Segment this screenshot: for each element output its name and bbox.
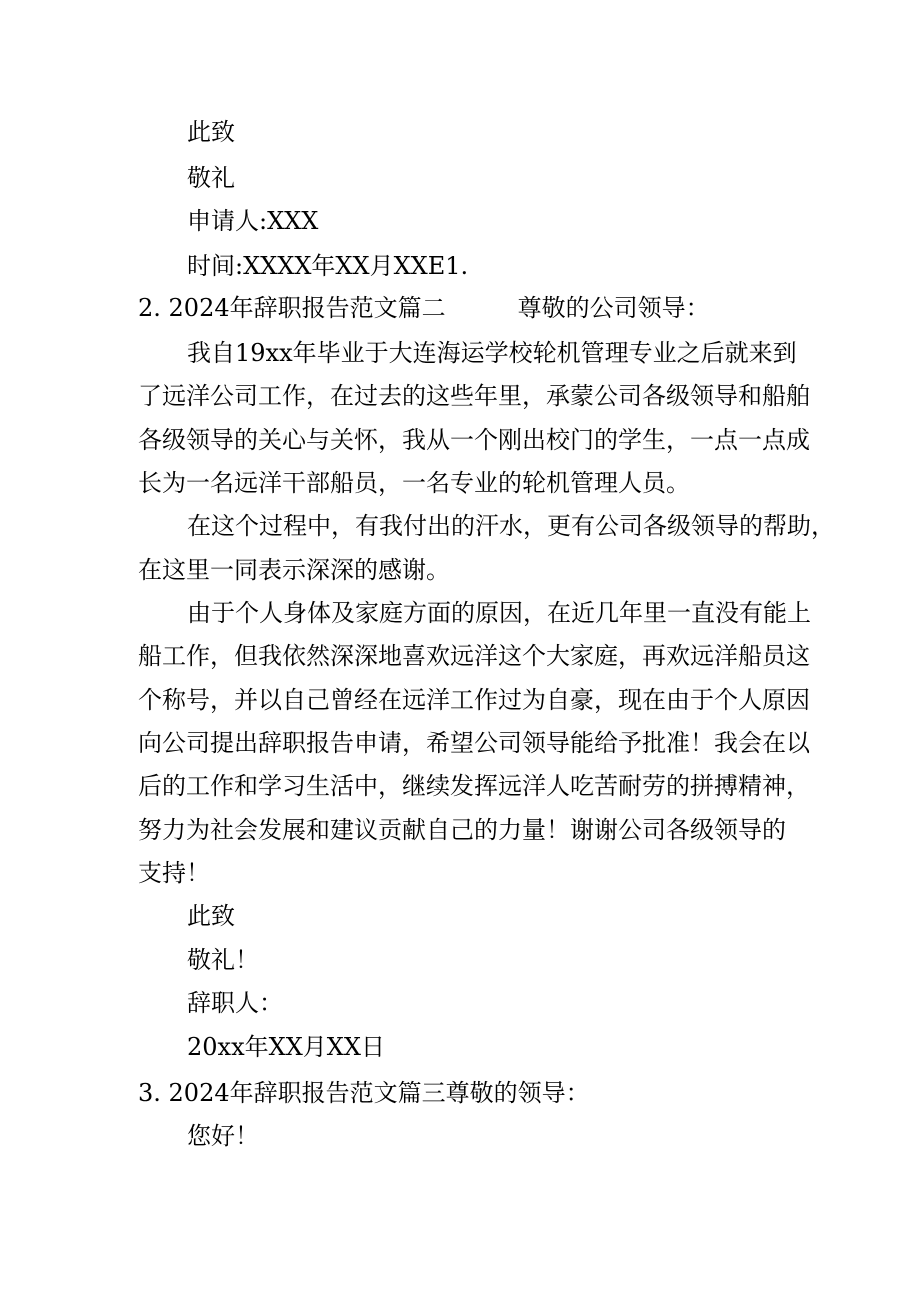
section-3-greeting: 您好！ bbox=[187, 1122, 259, 1150]
resigner-line: 辞职人： bbox=[187, 989, 283, 1017]
paragraph-3-line: 后的工作和学习生活中，继续发挥远洋人吃苦耐劳的拼搏精神， bbox=[138, 772, 810, 800]
paragraph-2-line: 在这里一同表示深深的感谢。 bbox=[138, 556, 450, 584]
paragraph-3-line: 船工作，但我依然深深地喜欢远洋这个大家庭，再欢远洋船员这 bbox=[138, 642, 810, 670]
closing-2-jing-li: 敬礼！ bbox=[187, 946, 259, 974]
section-2-heading: 2. 2024年辞职报告范文篇二 bbox=[138, 294, 446, 322]
paragraph-1-line: 长为一名远洋干部船员，一名专业的轮机管理人员。 bbox=[138, 469, 690, 497]
time-line: 时间:XXXX年XX月XXE1. bbox=[187, 252, 469, 280]
paragraph-1-line: 各级领导的关心与关怀，我从一个刚出校门的学生，一点一点成 bbox=[138, 426, 810, 454]
date-line: 20xx年XX月XX日 bbox=[187, 1033, 385, 1061]
paragraph-1-line: 我自19xx年毕业于大连海运学校轮机管理专业之后就来到 bbox=[187, 339, 797, 367]
closing-ci-zhi: 此致 bbox=[187, 118, 235, 146]
paragraph-1-line: 了远洋公司工作，在过去的这些年里，承蒙公司各级领导和船舶 bbox=[138, 382, 810, 410]
closing-2-ci-zhi: 此致 bbox=[187, 902, 235, 930]
section-3-heading: 3. 2024年辞职报告范文篇三尊敬的领导： bbox=[138, 1079, 590, 1107]
paragraph-3-line: 向公司提出辞职报告申请，希望公司领导能给予批准！我会在以 bbox=[138, 729, 810, 757]
section-2-salutation: 尊敬的公司领导： bbox=[517, 294, 710, 322]
paragraph-3-line: 由于个人身体及家庭方面的原因，在近几年里一直没有能上 bbox=[187, 599, 811, 627]
closing-jing-li: 敬礼 bbox=[187, 164, 235, 192]
section-2-heading-line bbox=[138, 293, 710, 323]
paragraph-2-line: 在这个过程中，有我付出的汗水，更有公司各级领导的帮助， bbox=[187, 512, 835, 540]
paragraph-3-line: 支持！ bbox=[138, 859, 210, 887]
applicant-line: 申请人:XXX bbox=[187, 207, 319, 235]
paragraph-3-line: 努力为社会发展和建议贡献自己的力量！谢谢公司各级领导的 bbox=[138, 816, 786, 844]
paragraph-3-line: 个称号，并以自己曾经在远洋工作过为自豪，现在由于个人原因 bbox=[138, 686, 810, 714]
